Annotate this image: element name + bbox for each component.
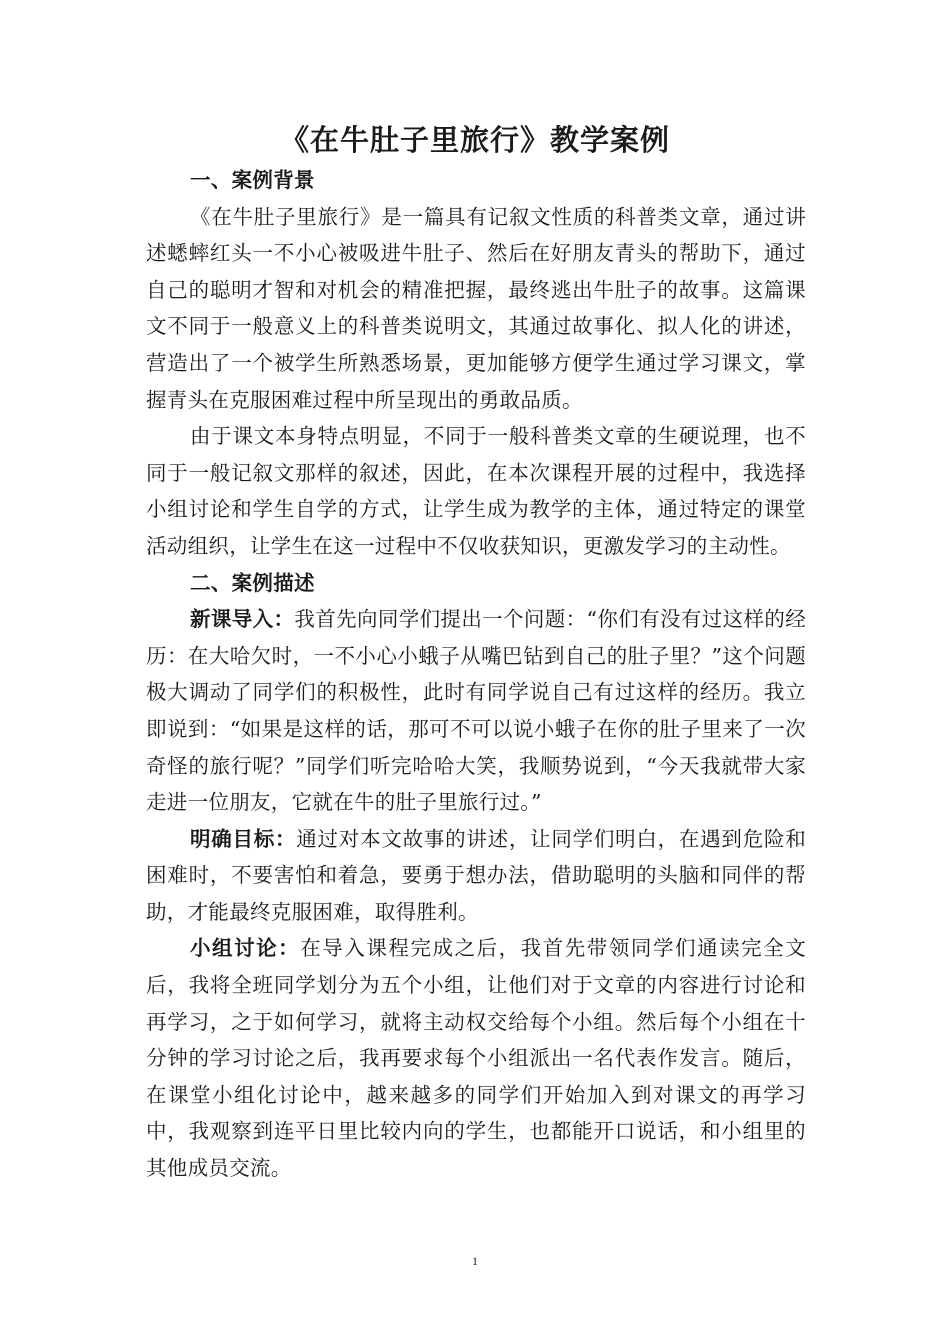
paragraph-goal [146,821,806,931]
paragraph-background-2: 由于课文本身特点明显，不同于一般科普类文章的生硬说理，也不同于一般记叙文那样的叙述，因此，在本次课程开展的过程中，我选择小组讨论和学生自学的方式，让学生成为教学的主体，通过特定的课堂活动组织，让学生在这一过程中不仅收获知识，更激发学习的主动性。 [146,424,806,558]
page-number: 1 [472,1254,478,1268]
document-title: 《在牛肚子里旅行》教学案例 [279,123,670,157]
paragraph-discussion-text: 在导入课程完成之后，我首先带领同学们通读完全文后，我将全班同学划分为五个小组，让他们对于文章的内容进行讨论和再学习，之于如何学习，就将主动权交给每个小组。然后每个小组在十分钟的学习讨论之后，我再要求每个小组派出一名代表作发言。随后，在课堂小组化讨论中，越来越多的同学们开始加入到对课文的再学习中，我观察到连平日里比较内向的学生，也都能开口说话，和小组里的其他成员交流。 [146,936,807,1181]
paragraph-goal-lead: 明确目标： [190,826,297,851]
paragraph-discussion [146,930,806,1186]
paragraph-goal-text: 通过对本文故事的讲述，让同学们明白，在遇到危险和困难时，不要害怕和着急，要勇于想办法，借助聪明的头脑和同伴的帮助，才能最终克服困难，取得胜利。 [146,826,807,924]
section-heading-background: 一、案例背景 [190,168,315,192]
paragraph-discussion-lead: 小组讨论： [190,936,301,961]
paragraph-intro [146,601,806,821]
paragraph-intro-text: 我首先向同学们提出一个问题：“你们有没有过这样的经历：在大哈欠时，一不小心小蛾子从嘴巴钻到自己的肚子里？”这个问题极大调动了同学们的积极性，此时有同学说自己有过这样的经历。我立即说到：“如果是这样的话，那可不可以说小蛾子在你的肚子里来了一次奇怪的旅行呢？”同学们听完哈哈大笑，我顺势说到，“今天我就带大家走进一位朋友，它就在牛的肚子里旅行过。” [146,607,807,815]
document-body [146,162,806,1187]
section-heading-description: 二、案例描述 [190,570,315,595]
paragraph-intro-lead: 新课导入： [190,607,295,632]
paragraph-background-1: 《在牛肚子里旅行》是一篇具有记叙文性质的科普类文章，通过讲述蟋蟀红头一不小心被吸进牛肚子、然后在好朋友青头的帮助下，通过自己的聪明才智和对机会的精准把握，最终逃出牛肚子的故事。这篇课文不同于一般意义上的科普类说明文，其通过故事化、拟人化的讲述，营造出了一个被学生所熟悉场景，更加能够方便学生通过学习课文，掌握青头在克服困难过程中所呈现出的勇敢品质。 [146,204,806,412]
